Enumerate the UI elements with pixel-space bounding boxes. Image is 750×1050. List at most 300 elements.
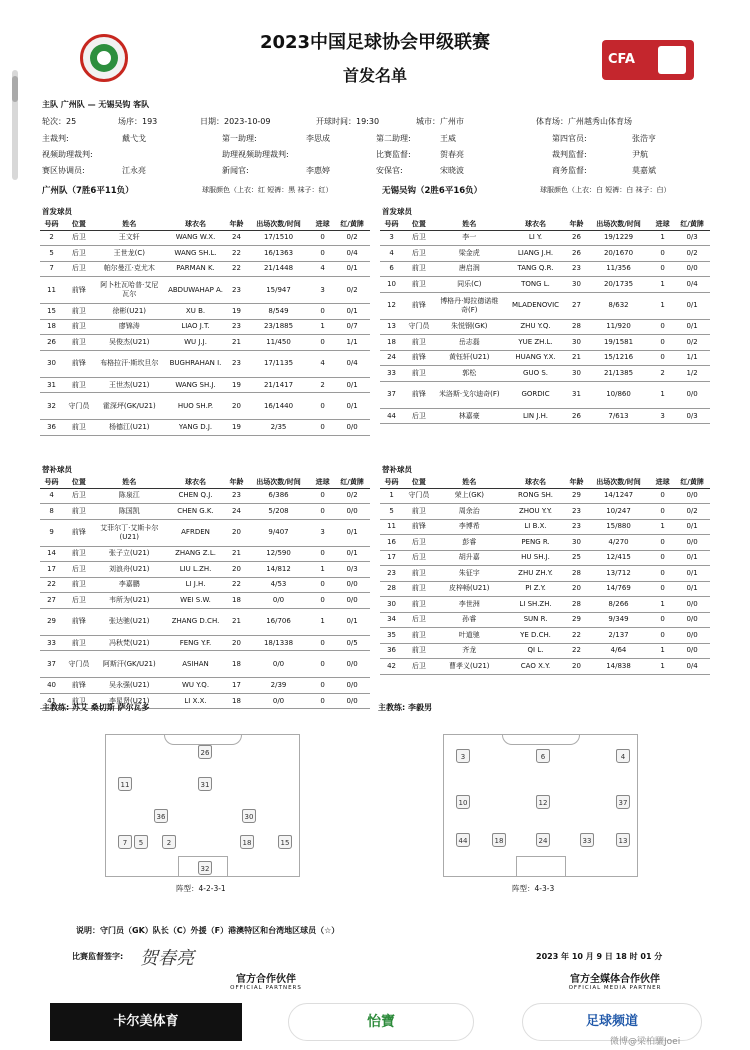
table-cell: 3: [311, 519, 334, 546]
table-cell: 19: [227, 304, 246, 320]
table-cell: YANG D.J.: [164, 420, 227, 436]
table-cell: 23: [227, 350, 246, 377]
player-shirt-icon: 12: [536, 795, 550, 809]
table-cell: AFRDEN: [164, 519, 227, 546]
supervisor-signature-label: 比赛监督签字:: [72, 952, 124, 961]
table-cell: 29: [567, 488, 586, 504]
table-row: [40, 304, 370, 320]
table-row: [380, 566, 710, 582]
table-row: [380, 335, 710, 351]
official-label: 主裁判:: [42, 134, 69, 143]
table-cell: 3: [380, 230, 403, 246]
cfa-logo: CFA: [602, 40, 694, 80]
table-cell: 荣上(GK): [435, 488, 504, 504]
table-cell: 帕尔曼江·克尤木: [95, 261, 164, 277]
table-cell: 3: [651, 408, 674, 424]
table-cell: 24: [227, 230, 246, 246]
table-cell: 0: [651, 350, 674, 366]
table-cell: 阿斯汗(GK/U21): [95, 651, 164, 678]
table-cell: 0/0: [334, 577, 370, 593]
table-cell: 0/1: [674, 519, 710, 535]
table-row: [380, 504, 710, 520]
table-cell: 1: [651, 519, 674, 535]
table-cell: 李星贤(U21): [95, 693, 164, 709]
table-cell: 后卫: [403, 612, 435, 628]
table-cell: 0/2: [674, 335, 710, 351]
table-cell: 前卫: [403, 581, 435, 597]
table-row: [380, 612, 710, 628]
column-header: 红/黄牌: [674, 477, 710, 488]
table-cell: 20: [567, 581, 586, 597]
player-shirt-icon: 18: [240, 835, 254, 849]
table-cell: 0: [311, 678, 334, 694]
table-row: [380, 319, 710, 335]
table-row: [380, 581, 710, 597]
table-cell: 周余治: [435, 504, 504, 520]
table-cell: BUGHRAHAN I.: [164, 350, 227, 377]
table-cell: WANG SH.L.: [164, 246, 227, 262]
table-cell: 杨德江(U21): [95, 420, 164, 436]
table-cell: 0: [651, 612, 674, 628]
table-cell: 彭睿: [435, 535, 504, 551]
table-row: [380, 277, 710, 293]
table-cell: 16/706: [246, 608, 311, 635]
table-cell: LIU L.ZH.: [164, 562, 227, 578]
table-cell: 林嘉豪: [435, 408, 504, 424]
table-cell: 后卫: [403, 535, 435, 551]
table-cell: HUO SH.P.: [164, 393, 227, 420]
table-cell: RONG SH.: [504, 488, 567, 504]
table-cell: 40: [40, 678, 63, 694]
table-cell: 后卫: [63, 562, 95, 578]
table-cell: 18: [227, 693, 246, 709]
table-cell: 4: [311, 350, 334, 377]
official-label: 第二助理:: [376, 134, 411, 143]
table-cell: 0/2: [674, 246, 710, 262]
table-cell: 0/1: [334, 261, 370, 277]
table-cell: LI X.X.: [164, 693, 227, 709]
table-row: [40, 593, 370, 609]
table-cell: 23: [227, 319, 246, 335]
table-row: [40, 635, 370, 651]
match-no: 场序：193: [118, 117, 158, 126]
column-header: 号码: [40, 219, 63, 230]
table-cell: 21/1417: [246, 377, 311, 393]
home-subs-label: 替补球员: [42, 465, 72, 474]
official-value: 戴弋戈: [122, 134, 146, 143]
table-cell: 7: [40, 261, 63, 277]
official-label: 商务监督:: [552, 166, 587, 175]
table-cell: PARMAN K.: [164, 261, 227, 277]
table-cell: 23: [567, 504, 586, 520]
table-cell: 10: [380, 277, 403, 293]
away-team-name: 无锡吴钩（2胜6平16负）: [382, 186, 483, 196]
table-row: [40, 608, 370, 635]
player-shirt-icon: 2: [162, 835, 176, 849]
table-cell: 17/1510: [246, 230, 311, 246]
away-formation: 阵型：4-3-3: [512, 884, 555, 893]
table-cell: 5: [380, 504, 403, 520]
city: 城市：广州市: [416, 117, 464, 126]
table-cell: 28: [567, 566, 586, 582]
table-cell: 0/0: [334, 678, 370, 694]
table-cell: TONG L.: [504, 277, 567, 293]
table-cell: 4: [311, 261, 334, 277]
column-header: 红/黄牌: [334, 477, 370, 488]
table-cell: 前卫: [403, 643, 435, 659]
table-cell: GUO S.: [504, 366, 567, 382]
table-cell: 前锋: [63, 608, 95, 635]
table-cell: 35: [380, 628, 403, 644]
table-cell: 0: [311, 335, 334, 351]
table-cell: 0/0: [246, 693, 311, 709]
table-cell: 14/769: [586, 581, 651, 597]
table-cell: 0/0: [674, 643, 710, 659]
table-cell: 李博希: [435, 519, 504, 535]
table-cell: 王世龙(C): [95, 246, 164, 262]
player-shirt-icon: 24: [536, 833, 550, 847]
column-header: 姓名: [95, 219, 164, 230]
table-cell: 11/450: [246, 335, 311, 351]
table-cell: 前锋: [403, 292, 435, 319]
home-starters-table: [40, 219, 370, 436]
table-cell: 0/1: [334, 304, 370, 320]
table-cell: 36: [380, 643, 403, 659]
official-value: 张浩亨: [632, 134, 656, 143]
table-cell: 0: [651, 550, 674, 566]
kickoff-time: 开球时间：19:30: [316, 117, 380, 126]
table-cell: 1: [311, 608, 334, 635]
table-row: [380, 292, 710, 319]
table-cell: 0/3: [334, 562, 370, 578]
table-cell: 4/64: [586, 643, 651, 659]
table-cell: 13: [380, 319, 403, 335]
table-row: [40, 246, 370, 262]
table-cell: 36: [40, 420, 63, 436]
table-cell: WEI S.W.: [164, 593, 227, 609]
table-cell: 9: [40, 519, 63, 546]
column-header: 姓名: [435, 219, 504, 230]
report-timestamp: 2023 年 10 月 9 日 18 时 01 分: [536, 952, 663, 961]
table-cell: 廖锦涛: [95, 319, 164, 335]
scrollbar[interactable]: [12, 70, 18, 180]
table-row: [380, 659, 710, 675]
table-cell: 0: [311, 393, 334, 420]
table-cell: 22: [227, 577, 246, 593]
table-cell: 0/1: [334, 519, 370, 546]
table-cell: 1: [311, 562, 334, 578]
table-cell: 守门员: [63, 393, 95, 420]
table-cell: 22: [567, 628, 586, 644]
table-cell: 19: [227, 420, 246, 436]
table-cell: 0/1: [334, 546, 370, 562]
table-cell: 0/0: [334, 693, 370, 709]
player-shirt-icon: 11: [118, 777, 132, 791]
column-header: 姓名: [435, 477, 504, 488]
table-cell: ABDUWAHAP A.: [164, 277, 227, 304]
round: 轮次：25: [42, 117, 77, 126]
table-cell: 前锋: [403, 381, 435, 408]
official-label: 安保官:: [376, 166, 403, 175]
away-starters-table: [380, 219, 710, 424]
table-cell: 齐龙: [435, 643, 504, 659]
table-cell: 守门员: [403, 319, 435, 335]
column-header: 位置: [403, 477, 435, 488]
table-cell: 12: [380, 292, 403, 319]
table-cell: 0: [651, 628, 674, 644]
table-cell: 0/5: [334, 635, 370, 651]
table-cell: ZHOU Y.Y.: [504, 504, 567, 520]
table-cell: 0: [651, 566, 674, 582]
table-cell: 0/0: [246, 651, 311, 678]
table-cell: 21/1448: [246, 261, 311, 277]
table-cell: 吴永强(U21): [95, 678, 164, 694]
column-header: 红/黄牌: [334, 219, 370, 230]
column-header: 位置: [63, 477, 95, 488]
table-cell: 0/0: [674, 612, 710, 628]
table-cell: 9/349: [586, 612, 651, 628]
table-row: [40, 504, 370, 520]
table-cell: 2/137: [586, 628, 651, 644]
table-cell: 前卫: [63, 693, 95, 709]
table-cell: 后卫: [63, 246, 95, 262]
page-title: 2023中国足球协会甲级联赛: [259, 32, 491, 53]
table-cell: 11: [40, 277, 63, 304]
table-cell: 31: [40, 377, 63, 393]
table-cell: 23: [567, 261, 586, 277]
table-cell: 28: [567, 319, 586, 335]
table-cell: 后卫: [63, 593, 95, 609]
column-header: 年龄: [227, 477, 246, 488]
table-cell: 守门员: [403, 488, 435, 504]
table-row: [380, 597, 710, 613]
table-cell: 16/1440: [246, 393, 311, 420]
table-cell: 叶道驰: [435, 628, 504, 644]
official-label: 视频助理裁判:: [42, 150, 93, 159]
teams-line: 主队 广州队 — 无锡吴钩 客队: [42, 100, 150, 109]
table-cell: 后卫: [403, 408, 435, 424]
table-cell: 5/208: [246, 504, 311, 520]
official-label: 赛区协调员:: [42, 166, 85, 175]
column-header: 位置: [403, 219, 435, 230]
table-cell: 32: [40, 393, 63, 420]
table-cell: 22: [227, 261, 246, 277]
table-cell: 1: [651, 292, 674, 319]
table-cell: 0/3: [674, 230, 710, 246]
away-subs-table: [380, 477, 710, 675]
table-cell: 前卫: [63, 420, 95, 436]
table-cell: 2: [651, 366, 674, 382]
column-header: 出场次数/时间: [246, 477, 311, 488]
table-cell: WANG SH.J.: [164, 377, 227, 393]
column-header: 出场次数/时间: [246, 219, 311, 230]
table-cell: LI Y.: [504, 230, 567, 246]
away-pitch: [443, 734, 638, 877]
table-cell: 吴俊杰(U21): [95, 335, 164, 351]
table-cell: 王文轩: [95, 230, 164, 246]
official-label: 裁判监督:: [552, 150, 587, 159]
table-cell: 1: [651, 230, 674, 246]
scrollbar-thumb[interactable]: [12, 76, 18, 102]
table-row: [380, 519, 710, 535]
table-row: [40, 562, 370, 578]
official-value: 尹航: [632, 150, 648, 159]
player-shirt-icon: 18: [492, 833, 506, 847]
table-row: [40, 651, 370, 678]
table-cell: 19: [227, 377, 246, 393]
table-row: [40, 678, 370, 694]
table-cell: GORDIC: [504, 381, 567, 408]
table-cell: 28: [567, 597, 586, 613]
table-cell: 0/0: [334, 420, 370, 436]
player-shirt-icon: 36: [154, 809, 168, 823]
table-cell: 0: [311, 246, 334, 262]
table-cell: 19/1581: [586, 335, 651, 351]
table-cell: 16/1363: [246, 246, 311, 262]
player-shirt-icon: 4: [616, 749, 630, 763]
table-cell: YUE ZH.L.: [504, 335, 567, 351]
column-header: 球衣名: [504, 219, 567, 230]
table-cell: 前卫: [63, 546, 95, 562]
player-shirt-icon: 13: [616, 833, 630, 847]
table-cell: 9/407: [246, 519, 311, 546]
table-cell: 18: [380, 335, 403, 351]
table-cell: 张达驰(U21): [95, 608, 164, 635]
table-cell: 18: [40, 319, 63, 335]
table-cell: 34: [380, 612, 403, 628]
table-cell: 0: [651, 535, 674, 551]
table-cell: 3: [311, 277, 334, 304]
table-cell: 14/1247: [586, 488, 651, 504]
table-cell: LI B.X.: [504, 519, 567, 535]
table-cell: LI SH.ZH.: [504, 597, 567, 613]
table-row: [40, 350, 370, 377]
table-row: [380, 550, 710, 566]
table-cell: 0: [311, 420, 334, 436]
table-cell: 前卫: [403, 628, 435, 644]
table-cell: 11: [380, 519, 403, 535]
table-cell: 前锋: [403, 519, 435, 535]
table-cell: 前锋: [63, 277, 95, 304]
table-cell: 20: [567, 659, 586, 675]
table-cell: 26: [567, 230, 586, 246]
table-row: [40, 230, 370, 246]
table-cell: 0: [311, 230, 334, 246]
table-row: [40, 335, 370, 351]
table-cell: 2: [311, 377, 334, 393]
table-cell: 后卫: [63, 261, 95, 277]
table-cell: 18: [227, 593, 246, 609]
table-cell: 陈国凯: [95, 504, 164, 520]
table-cell: 后卫: [403, 550, 435, 566]
home-team-name: 广州队（7胜6平11负）: [42, 186, 134, 196]
table-cell: FENG Y.F.: [164, 635, 227, 651]
table-cell: 0/0: [334, 504, 370, 520]
table-cell: 0: [651, 335, 674, 351]
table-cell: 0/2: [334, 488, 370, 504]
table-cell: 岳志磊: [435, 335, 504, 351]
table-cell: 0: [311, 651, 334, 678]
table-cell: 0: [311, 593, 334, 609]
table-cell: 曹孝义(U21): [435, 659, 504, 675]
table-cell: 前卫: [403, 366, 435, 382]
table-cell: LIN J.H.: [504, 408, 567, 424]
table-row: [380, 408, 710, 424]
table-cell: ZHU ZH.Y.: [504, 566, 567, 582]
table-cell: ZHANG D.CH.: [164, 608, 227, 635]
table-cell: 20: [227, 519, 246, 546]
table-cell: 15: [40, 304, 63, 320]
table-row: [380, 261, 710, 277]
table-cell: 后卫: [403, 659, 435, 675]
table-cell: 0/4: [334, 246, 370, 262]
column-header: 号码: [380, 219, 403, 230]
player-shirt-icon: 37: [616, 795, 630, 809]
table-cell: 0: [311, 504, 334, 520]
table-row: [380, 535, 710, 551]
table-cell: 1: [311, 319, 334, 335]
football-channel-logo: 足球频道: [522, 1003, 702, 1041]
table-row: [380, 366, 710, 382]
table-cell: 胡升嘉: [435, 550, 504, 566]
table-cell: 1: [651, 643, 674, 659]
table-cell: 11/356: [586, 261, 651, 277]
table-cell: 1/1: [334, 335, 370, 351]
table-cell: 21: [567, 350, 586, 366]
table-cell: 前卫: [403, 261, 435, 277]
table-row: [40, 261, 370, 277]
table-cell: 2/39: [246, 678, 311, 694]
table-cell: 37: [40, 651, 63, 678]
table-row: [40, 420, 370, 436]
column-header: 出场次数/时间: [586, 219, 651, 230]
table-cell: 4: [40, 488, 63, 504]
table-cell: 前卫: [63, 504, 95, 520]
table-cell: 0/4: [334, 350, 370, 377]
table-cell: 26: [40, 335, 63, 351]
table-cell: 1: [380, 488, 403, 504]
official-partners-heading: 官方合作伙伴 OFFICIAL PARTNERS: [230, 974, 302, 991]
table-cell: 21: [227, 608, 246, 635]
table-cell: YE D.CH.: [504, 628, 567, 644]
home-starters-label: 首发球员: [42, 207, 72, 216]
column-header: 进球: [651, 219, 674, 230]
table-cell: 0/0: [674, 261, 710, 277]
table-cell: 26: [567, 246, 586, 262]
table-cell: 前卫: [403, 277, 435, 293]
column-header: 球衣名: [504, 477, 567, 488]
table-cell: 25: [567, 550, 586, 566]
table-cell: 4/270: [586, 535, 651, 551]
table-cell: 李一: [435, 230, 504, 246]
cbest-sponsor-logo: 怡寶: [288, 1003, 474, 1041]
table-cell: 郭松: [435, 366, 504, 382]
table-cell: PENG R.: [504, 535, 567, 551]
table-cell: 后卫: [63, 230, 95, 246]
table-cell: 0: [311, 304, 334, 320]
table-cell: 0: [651, 488, 674, 504]
table-cell: 梁金虎: [435, 246, 504, 262]
table-cell: 刘浪舟(U21): [95, 562, 164, 578]
player-shirt-icon: 10: [456, 795, 470, 809]
table-cell: ZHU Y.Q.: [504, 319, 567, 335]
table-cell: WU J.J.: [164, 335, 227, 351]
table-cell: 1/2: [674, 366, 710, 382]
table-cell: 30: [567, 366, 586, 382]
table-cell: 朱悦钢(GK): [435, 319, 504, 335]
table-cell: 0/1: [334, 377, 370, 393]
table-cell: 23: [227, 488, 246, 504]
